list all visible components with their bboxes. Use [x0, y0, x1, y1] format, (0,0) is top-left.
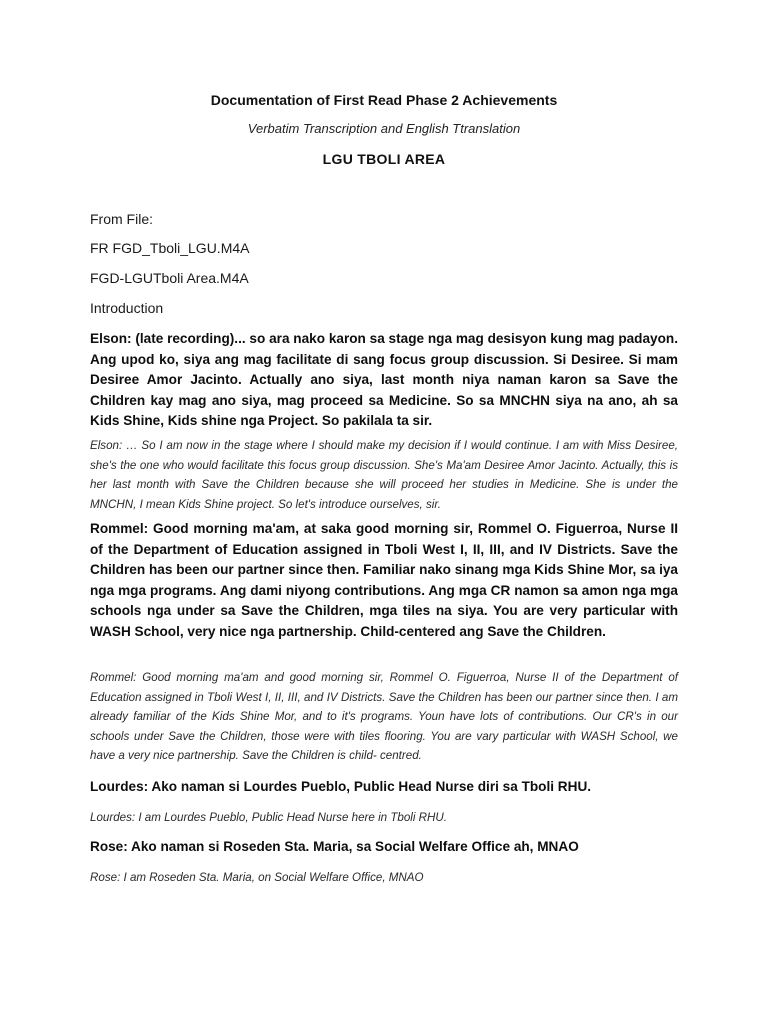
transcript-original-lourdes: Lourdes: Ako naman si Lourdes Pueblo, Public Head Nurse diri sa Tboli RHU. [90, 779, 592, 794]
section-heading: Introduction [90, 300, 164, 316]
area-heading: LGU TBOLI AREA [322, 151, 446, 167]
transcript-translation-rommel: Rommel: Good morning ma'am and good morning sir, Rommel O. Figuerroa, Nurse II of the Department of Education assigned in Tboli West I, II, III, and IV Districts. Save the Children has been our partner since then. I am already familiar of the Kids Shine Mor, and to it's programs. Youn have lots of contributions. Our CR's in our schools under Save the Children, those were with tiles flooring. You are vary particular with WASH School, we have a very nice partnership. Save the Children is child- centred. [90, 671, 678, 762]
source-file-name: FGD-LGUTboli Area.M4A [90, 270, 249, 286]
transcript-translation-rose: Rose: I am Roseden Sta. Maria, on Social Welfare Office, MNAO [90, 871, 424, 884]
from-file-label: From File: [90, 211, 153, 227]
transcript-original-elson: Elson: (late recording)... so ara nako karon sa stage nga mag desisyon kung mag padayon. Ang upod ko, siya ang mag facilitate di sang focus group discussion. Si Desiree. Si mam Desiree Amor Jacinto. Actually ano siya, last month niya naman karon sa Save the Children kay mag ano siya, mag proceed sa Medicine. So sa MNCHN siya na ano, ah sa Kids Shine, Kids shine nga Project. So pakilala ta sir. [90, 331, 678, 428]
transcript-original-rose: Rose: Ako naman si Roseden Sta. Maria, sa Social Welfare Office ah, MNAO [90, 839, 579, 854]
transcript-translation-lourdes: Lourdes: I am Lourdes Pueblo, Public Head Nurse here in Tboli RHU. [90, 811, 448, 824]
document-subtitle: Verbatim Transcription and English Ttranslation [247, 121, 521, 136]
transcript-original-rommel: Rommel: Good morning ma'am, at saka good morning sir, Rommel O. Figuerroa, Nurse II of the Department of Education assigned in Tboli West I, II, III, and IV Districts. Save the Children has been our partner since then. Familiar nako sinang mga Kids Shine Mor, sa iya nga mga programs. Ang dami niyong contributions. Ang mga CR namon sa amon nga mga schools nga under sa Save the Children, mga tiles na siya. You are very particular with WASH School, very nice nga partnership. Child-centered ang Save the Children. [90, 521, 678, 639]
transcript-translation-elson: Elson: … So I am now in the stage where I should make my decision if I would continue. I am with Miss Desiree, she's the one who would facilitate this focus group discussion. She's Ma'am Desiree Amor Jacinto. Actually, this is her last month with Save the Children because she will proceed her studies in Medicine. She is under the MNCHN, I mean Kids Shine project. So let's introduce ourselves, sir. [90, 439, 678, 511]
source-file-name: FR FGD_Tboli_LGU.M4A [90, 240, 250, 256]
document-title: Documentation of First Read Phase 2 Achievements [210, 92, 558, 108]
